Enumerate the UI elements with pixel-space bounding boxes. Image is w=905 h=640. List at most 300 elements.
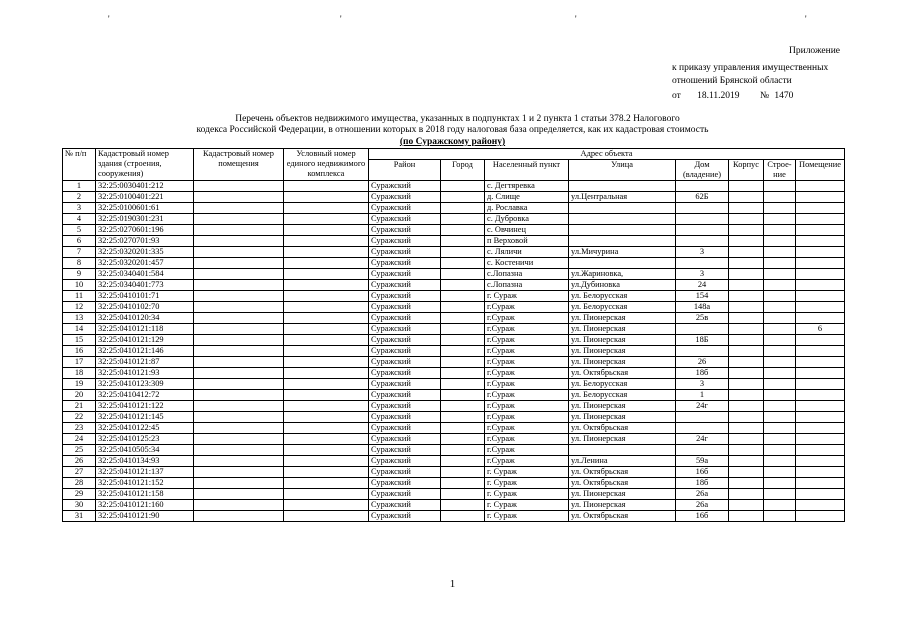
cadastral-building-cell: 32:25:0410121:146 bbox=[96, 346, 194, 357]
conditional-number-cell bbox=[284, 390, 369, 401]
table-row bbox=[63, 489, 845, 500]
stroenie-cell bbox=[764, 203, 796, 214]
cadastral-building-cell: 32:25:0410123:309 bbox=[96, 379, 194, 390]
settlement-cell: г.Сураж bbox=[485, 346, 569, 357]
district-cell: Суражский bbox=[369, 192, 441, 203]
header-conditional-number: Условный номер единого недвижимого комплекса bbox=[284, 149, 369, 181]
korpus-cell bbox=[729, 489, 764, 500]
header-cadastral-building: Кадастровый номер здания (строения, сооружения) bbox=[96, 149, 194, 181]
conditional-number-cell bbox=[284, 511, 369, 522]
cadastral-building-cell: 32:25:0410505:34 bbox=[96, 445, 194, 456]
conditional-number-cell bbox=[284, 456, 369, 467]
row-number: 23 bbox=[63, 423, 96, 434]
stroenie-cell bbox=[764, 225, 796, 236]
row-number: 11 bbox=[63, 291, 96, 302]
city-cell bbox=[441, 291, 485, 302]
date-prefix: от bbox=[672, 91, 681, 101]
room-cell bbox=[796, 456, 845, 467]
table-row bbox=[63, 214, 845, 225]
korpus-cell bbox=[729, 423, 764, 434]
korpus-cell bbox=[729, 379, 764, 390]
cadastral-room-cell bbox=[194, 247, 284, 258]
table-row bbox=[63, 401, 845, 412]
appendix-order-line: к приказу управления имущественных bbox=[672, 63, 829, 73]
document-title-line-3: (по Суражскому району) bbox=[399, 137, 506, 147]
cadastral-room-cell bbox=[194, 302, 284, 313]
house-cell: 59а bbox=[676, 456, 729, 467]
stroenie-cell bbox=[764, 401, 796, 412]
cadastral-room-cell bbox=[194, 500, 284, 511]
city-cell bbox=[441, 280, 485, 291]
stroenie-cell bbox=[764, 467, 796, 478]
house-cell: 16б bbox=[676, 467, 729, 478]
room-cell bbox=[796, 225, 845, 236]
table-row bbox=[63, 412, 845, 423]
city-cell bbox=[441, 192, 485, 203]
table-row bbox=[63, 203, 845, 214]
stroenie-cell bbox=[764, 258, 796, 269]
room-cell bbox=[796, 313, 845, 324]
street-cell: ул. Пионерская bbox=[569, 500, 676, 511]
stroenie-cell bbox=[764, 280, 796, 291]
cadastral-room-cell bbox=[194, 489, 284, 500]
city-cell bbox=[441, 346, 485, 357]
room-cell bbox=[796, 192, 845, 203]
room-cell bbox=[796, 478, 845, 489]
street-cell: ул. Пионерская bbox=[569, 434, 676, 445]
row-number: 8 bbox=[63, 258, 96, 269]
city-cell bbox=[441, 412, 485, 423]
stroenie-cell bbox=[764, 500, 796, 511]
cadastral-building-cell: 32:25:0100601:61 bbox=[96, 203, 194, 214]
city-cell bbox=[441, 203, 485, 214]
city-cell bbox=[441, 390, 485, 401]
stroenie-cell bbox=[764, 291, 796, 302]
street-cell: ул. Белорусская bbox=[569, 302, 676, 313]
row-number: 31 bbox=[63, 511, 96, 522]
korpus-cell bbox=[729, 478, 764, 489]
house-cell bbox=[676, 423, 729, 434]
room-cell bbox=[796, 291, 845, 302]
conditional-number-cell bbox=[284, 368, 369, 379]
district-cell: Суражский bbox=[369, 302, 441, 313]
city-cell bbox=[441, 324, 485, 335]
settlement-cell: с.Лопазна bbox=[485, 269, 569, 280]
cadastral-building-cell: 32:25:0030401:212 bbox=[96, 181, 194, 192]
room-cell: 6 bbox=[796, 324, 845, 335]
settlement-cell: д. Слище bbox=[485, 192, 569, 203]
room-cell bbox=[796, 335, 845, 346]
conditional-number-cell bbox=[284, 247, 369, 258]
cadastral-room-cell bbox=[194, 335, 284, 346]
cadastral-building-cell: 32:25:0410121:118 bbox=[96, 324, 194, 335]
header-address: Адрес объекта bbox=[369, 149, 845, 160]
row-number: 5 bbox=[63, 225, 96, 236]
settlement-cell: г.Сураж bbox=[485, 357, 569, 368]
stroenie-cell bbox=[764, 236, 796, 247]
city-cell bbox=[441, 225, 485, 236]
row-number: 19 bbox=[63, 379, 96, 390]
korpus-cell bbox=[729, 500, 764, 511]
cadastral-building-cell: 32:25:0320201:457 bbox=[96, 258, 194, 269]
settlement-cell: г.Сураж bbox=[485, 423, 569, 434]
korpus-cell bbox=[729, 511, 764, 522]
row-number: 30 bbox=[63, 500, 96, 511]
house-cell bbox=[676, 225, 729, 236]
korpus-cell bbox=[729, 313, 764, 324]
city-cell bbox=[441, 236, 485, 247]
conditional-number-cell bbox=[284, 214, 369, 225]
city-cell bbox=[441, 478, 485, 489]
cadastral-room-cell bbox=[194, 280, 284, 291]
conditional-number-cell bbox=[284, 192, 369, 203]
district-cell: Суражский bbox=[369, 379, 441, 390]
settlement-cell: с.Лопазна bbox=[485, 280, 569, 291]
city-cell bbox=[441, 467, 485, 478]
district-cell: Суражский bbox=[369, 324, 441, 335]
row-number: 14 bbox=[63, 324, 96, 335]
table-row bbox=[63, 456, 845, 467]
district-cell: Суражский bbox=[369, 434, 441, 445]
stroenie-cell bbox=[764, 214, 796, 225]
korpus-cell bbox=[729, 192, 764, 203]
cadastral-building-cell: 32:25:0410121:93 bbox=[96, 368, 194, 379]
stroenie-cell bbox=[764, 192, 796, 203]
appendix-label: Приложение bbox=[789, 46, 840, 56]
cadastral-room-cell bbox=[194, 434, 284, 445]
conditional-number-cell bbox=[284, 500, 369, 511]
korpus-cell bbox=[729, 280, 764, 291]
cadastral-building-cell: 32:25:0320201:335 bbox=[96, 247, 194, 258]
street-cell bbox=[569, 236, 676, 247]
table-row bbox=[63, 478, 845, 489]
stroenie-cell bbox=[764, 181, 796, 192]
table-row bbox=[63, 280, 845, 291]
cadastral-building-cell: 32:25:0270601:196 bbox=[96, 225, 194, 236]
district-cell: Суражский bbox=[369, 368, 441, 379]
header-korpus: Корпус bbox=[729, 160, 764, 181]
row-number: 28 bbox=[63, 478, 96, 489]
district-cell: Суражский bbox=[369, 500, 441, 511]
city-cell bbox=[441, 423, 485, 434]
house-cell bbox=[676, 181, 729, 192]
header-street: Улица bbox=[569, 160, 676, 181]
stroenie-cell bbox=[764, 324, 796, 335]
cadastral-building-cell: 32:25:0410125:23 bbox=[96, 434, 194, 445]
korpus-cell bbox=[729, 203, 764, 214]
city-cell bbox=[441, 445, 485, 456]
city-cell bbox=[441, 313, 485, 324]
conditional-number-cell bbox=[284, 181, 369, 192]
street-cell: ул. Белорусская bbox=[569, 379, 676, 390]
house-cell: 148а bbox=[676, 302, 729, 313]
conditional-number-cell bbox=[284, 467, 369, 478]
district-cell: Суражский bbox=[369, 511, 441, 522]
house-cell: 26а bbox=[676, 500, 729, 511]
room-cell bbox=[796, 390, 845, 401]
korpus-cell bbox=[729, 324, 764, 335]
street-cell: ул. Пионерская bbox=[569, 357, 676, 368]
row-number: 22 bbox=[63, 412, 96, 423]
korpus-cell bbox=[729, 214, 764, 225]
settlement-cell: г. Сураж bbox=[485, 478, 569, 489]
number-prefix: № bbox=[759, 91, 770, 101]
district-cell: Суражский bbox=[369, 489, 441, 500]
house-cell bbox=[676, 324, 729, 335]
cadastral-building-cell: 32:25:0410121:90 bbox=[96, 511, 194, 522]
row-number: 25 bbox=[63, 445, 96, 456]
row-number: 13 bbox=[63, 313, 96, 324]
cadastral-room-cell bbox=[194, 445, 284, 456]
room-cell bbox=[796, 423, 845, 434]
conditional-number-cell bbox=[284, 445, 369, 456]
cadastral-building-cell: 32:25:0410121:145 bbox=[96, 412, 194, 423]
conditional-number-cell bbox=[284, 225, 369, 236]
row-number: 7 bbox=[63, 247, 96, 258]
cadastral-room-cell bbox=[194, 467, 284, 478]
row-number: 17 bbox=[63, 357, 96, 368]
settlement-cell: г.Сураж bbox=[485, 412, 569, 423]
house-cell: 3 bbox=[676, 247, 729, 258]
table-row bbox=[63, 511, 845, 522]
house-cell: 18б bbox=[676, 478, 729, 489]
city-cell bbox=[441, 434, 485, 445]
street-cell: ул. Октябрьская bbox=[569, 423, 676, 434]
conditional-number-cell bbox=[284, 379, 369, 390]
cadastral-building-cell: 32:25:0410121:122 bbox=[96, 401, 194, 412]
cadastral-room-cell bbox=[194, 511, 284, 522]
cadastral-room-cell bbox=[194, 258, 284, 269]
room-cell bbox=[796, 500, 845, 511]
district-cell: Суражский bbox=[369, 203, 441, 214]
street-cell: ул.Жариновка, bbox=[569, 269, 676, 280]
stroenie-cell bbox=[764, 379, 796, 390]
conditional-number-cell bbox=[284, 335, 369, 346]
scan-mark: ' bbox=[340, 14, 342, 24]
stroenie-cell bbox=[764, 302, 796, 313]
cadastral-building-cell: 32:25:0410101:71 bbox=[96, 291, 194, 302]
settlement-cell: с. Дубровка bbox=[485, 214, 569, 225]
district-cell: Суражский bbox=[369, 181, 441, 192]
street-cell bbox=[569, 181, 676, 192]
house-cell: 3 bbox=[676, 379, 729, 390]
house-cell bbox=[676, 203, 729, 214]
stroenie-cell bbox=[764, 489, 796, 500]
city-cell bbox=[441, 302, 485, 313]
city-cell bbox=[441, 269, 485, 280]
korpus-cell bbox=[729, 258, 764, 269]
room-cell bbox=[796, 258, 845, 269]
conditional-number-cell bbox=[284, 291, 369, 302]
room-cell bbox=[796, 247, 845, 258]
street-cell: ул. Белорусская bbox=[569, 291, 676, 302]
row-number: 27 bbox=[63, 467, 96, 478]
conditional-number-cell bbox=[284, 412, 369, 423]
city-cell bbox=[441, 258, 485, 269]
settlement-cell: д. Рославка bbox=[485, 203, 569, 214]
table-row bbox=[63, 390, 845, 401]
row-number: 21 bbox=[63, 401, 96, 412]
row-number: 18 bbox=[63, 368, 96, 379]
street-cell bbox=[569, 225, 676, 236]
settlement-cell: г. Сураж bbox=[485, 489, 569, 500]
district-cell: Суражский bbox=[369, 214, 441, 225]
header-settlement: Населенный пункт bbox=[485, 160, 569, 181]
cadastral-room-cell bbox=[194, 324, 284, 335]
room-cell bbox=[796, 412, 845, 423]
street-cell: ул.Дубиновка bbox=[569, 280, 676, 291]
cadastral-room-cell bbox=[194, 379, 284, 390]
property-table bbox=[62, 148, 845, 522]
room-cell bbox=[796, 214, 845, 225]
conditional-number-cell bbox=[284, 357, 369, 368]
room-cell bbox=[796, 269, 845, 280]
house-cell bbox=[676, 214, 729, 225]
korpus-cell bbox=[729, 247, 764, 258]
korpus-cell bbox=[729, 445, 764, 456]
district-cell: Суражский bbox=[369, 478, 441, 489]
row-number: 1 bbox=[63, 181, 96, 192]
korpus-cell bbox=[729, 467, 764, 478]
stroenie-cell bbox=[764, 456, 796, 467]
row-number: 12 bbox=[63, 302, 96, 313]
cadastral-room-cell bbox=[194, 313, 284, 324]
street-cell: ул. Пионерская bbox=[569, 489, 676, 500]
stroenie-cell bbox=[764, 423, 796, 434]
house-cell: 18Б bbox=[676, 335, 729, 346]
korpus-cell bbox=[729, 181, 764, 192]
stroenie-cell bbox=[764, 247, 796, 258]
house-cell bbox=[676, 412, 729, 423]
cadastral-room-cell bbox=[194, 291, 284, 302]
cadastral-building-cell: 32:25:0410121:160 bbox=[96, 500, 194, 511]
street-cell: ул. Пионерская bbox=[569, 324, 676, 335]
settlement-cell: с. Ляличи bbox=[485, 247, 569, 258]
settlement-cell: г.Сураж bbox=[485, 302, 569, 313]
room-cell bbox=[796, 434, 845, 445]
room-cell bbox=[796, 357, 845, 368]
cadastral-building-cell: 32:25:0410134:93 bbox=[96, 456, 194, 467]
document-title-line-2: кодекса Российской Федерации, в отношении которых в 2018 году налоговая база определяется, как их кадастровая стоимость bbox=[196, 125, 709, 135]
row-number: 4 bbox=[63, 214, 96, 225]
settlement-cell: с. Костеничи bbox=[485, 258, 569, 269]
stroenie-cell bbox=[764, 478, 796, 489]
district-cell: Суражский bbox=[369, 456, 441, 467]
table-row bbox=[63, 357, 845, 368]
cadastral-building-cell: 32:25:0410121:137 bbox=[96, 467, 194, 478]
cadastral-building-cell: 32:25:0410121:158 bbox=[96, 489, 194, 500]
district-cell: Суражский bbox=[369, 467, 441, 478]
house-cell bbox=[676, 346, 729, 357]
korpus-cell bbox=[729, 346, 764, 357]
settlement-cell: с. Дегтяревка bbox=[485, 181, 569, 192]
stroenie-cell bbox=[764, 445, 796, 456]
district-cell: Суражский bbox=[369, 346, 441, 357]
street-cell: ул. Октябрьская bbox=[569, 467, 676, 478]
cadastral-room-cell bbox=[194, 357, 284, 368]
settlement-cell: г.Сураж bbox=[485, 324, 569, 335]
city-cell bbox=[441, 379, 485, 390]
cadastral-room-cell bbox=[194, 269, 284, 280]
row-number: 26 bbox=[63, 456, 96, 467]
table-row bbox=[63, 258, 845, 269]
conditional-number-cell bbox=[284, 302, 369, 313]
room-cell bbox=[796, 511, 845, 522]
street-cell: ул. Пионерская bbox=[569, 346, 676, 357]
korpus-cell bbox=[729, 269, 764, 280]
room-cell bbox=[796, 302, 845, 313]
cadastral-building-cell: 32:25:0410120:34 bbox=[96, 313, 194, 324]
header-cadastral-room: Кадастровый номер помещения bbox=[194, 149, 284, 181]
korpus-cell bbox=[729, 335, 764, 346]
house-cell: 18б bbox=[676, 368, 729, 379]
appendix-department-line: отношений Брянской области bbox=[672, 76, 792, 86]
house-cell: 154 bbox=[676, 291, 729, 302]
district-cell: Суражский bbox=[369, 236, 441, 247]
street-cell: ул.Центральная bbox=[569, 192, 676, 203]
house-cell: 24г bbox=[676, 434, 729, 445]
stroenie-cell bbox=[764, 335, 796, 346]
cadastral-room-cell bbox=[194, 368, 284, 379]
order-date: 18.11.2019 bbox=[697, 91, 740, 101]
house-cell: 16б bbox=[676, 511, 729, 522]
cadastral-building-cell: 32:25:0100401:221 bbox=[96, 192, 194, 203]
korpus-cell bbox=[729, 357, 764, 368]
city-cell bbox=[441, 489, 485, 500]
settlement-cell: с. Овчинец bbox=[485, 225, 569, 236]
house-cell: 24 bbox=[676, 280, 729, 291]
row-number: 16 bbox=[63, 346, 96, 357]
room-cell bbox=[796, 368, 845, 379]
row-number: 9 bbox=[63, 269, 96, 280]
korpus-cell bbox=[729, 412, 764, 423]
stroenie-cell bbox=[764, 368, 796, 379]
conditional-number-cell bbox=[284, 401, 369, 412]
header-num: № п/п bbox=[63, 149, 96, 181]
row-number: 29 bbox=[63, 489, 96, 500]
row-number: 3 bbox=[63, 203, 96, 214]
cadastral-room-cell bbox=[194, 478, 284, 489]
street-cell: ул. Октябрьская bbox=[569, 511, 676, 522]
table-row bbox=[63, 324, 845, 335]
street-cell bbox=[569, 214, 676, 225]
city-cell bbox=[441, 500, 485, 511]
house-cell bbox=[676, 258, 729, 269]
cadastral-room-cell bbox=[194, 192, 284, 203]
korpus-cell bbox=[729, 368, 764, 379]
cadastral-building-cell: 32:25:0410102:70 bbox=[96, 302, 194, 313]
table-row bbox=[63, 181, 845, 192]
stroenie-cell bbox=[764, 346, 796, 357]
cadastral-room-cell bbox=[194, 225, 284, 236]
house-cell: 26 bbox=[676, 357, 729, 368]
settlement-cell: г.Сураж bbox=[485, 335, 569, 346]
cadastral-room-cell bbox=[194, 401, 284, 412]
conditional-number-cell bbox=[284, 258, 369, 269]
korpus-cell bbox=[729, 225, 764, 236]
city-cell bbox=[441, 511, 485, 522]
appendix-date-line bbox=[672, 90, 793, 102]
district-cell: Суражский bbox=[369, 269, 441, 280]
korpus-cell bbox=[729, 401, 764, 412]
conditional-number-cell bbox=[284, 478, 369, 489]
table-row bbox=[63, 302, 845, 313]
conditional-number-cell bbox=[284, 280, 369, 291]
conditional-number-cell bbox=[284, 313, 369, 324]
scan-mark: ' bbox=[575, 14, 577, 24]
document-title-line-1: Перечень объектов недвижимого имущества, указанных в подпунктах 1 и 2 пункта 1 статьи 378.2 Налогового bbox=[235, 114, 680, 124]
district-cell: Суражский bbox=[369, 401, 441, 412]
